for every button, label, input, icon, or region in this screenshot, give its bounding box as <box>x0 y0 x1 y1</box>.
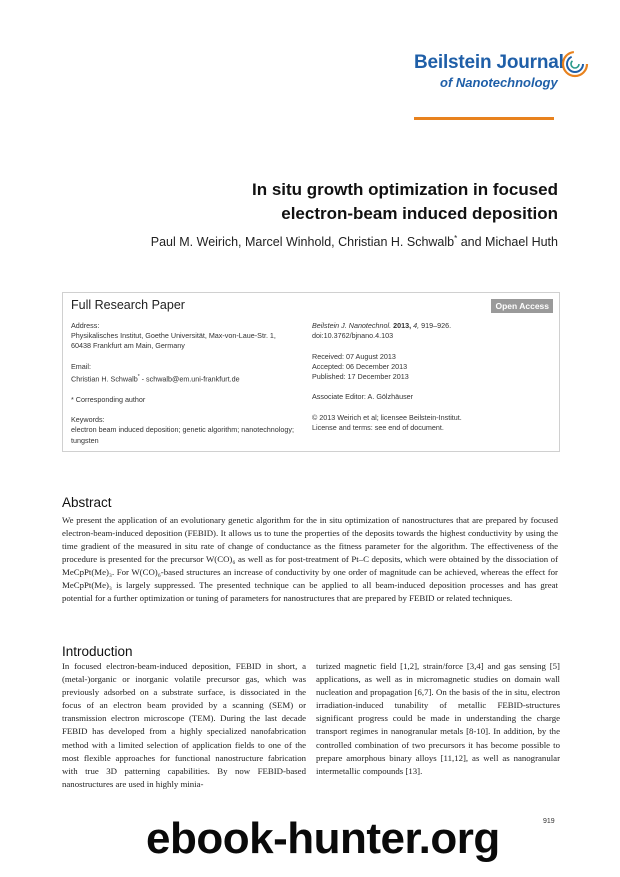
editor-line: Associate Editor: A. Gölzhäuser <box>312 392 414 402</box>
author-list <box>151 234 558 249</box>
email-line <box>71 372 311 385</box>
accepted-date: Accepted: 06 December 2013 <box>312 361 408 371</box>
article-title <box>252 178 558 226</box>
journal-swirl-icon <box>561 50 589 78</box>
email-mark: * <box>137 374 140 380</box>
paper-type: Full Research Paper <box>71 298 185 312</box>
citation-line <box>312 321 552 331</box>
watermark <box>0 810 620 877</box>
introduction-heading: Introduction <box>62 644 133 659</box>
address-line: 60438 Frankfurt am Main, Germany <box>71 341 185 351</box>
abstract-text: We present the application of an evolutionary genetic algorithm for the in situ optimization of nanostructures that are prepared by focused electron-beam-induced deposition (FEBID). It allows us to tune the properties of the deposits towards the highest conductivity by using the time gradient of the measured in situ rate of change of conductance as the fitness parameter for the algorithm. The effectiveness of the procedure is presented for the precursor W(CO)₆ as well as for post-treatment of Pt–C deposits, which were obtained by the dissociation of MeCpPt(Me)₃. For W(CO)₆-based structures an increase of conductivity by one order of magnitude can be achieved, whereas the effect for MeCpPt(Me)₃ is largely suppressed. The presented technique can be applied to all beam-induced deposition processes and has great potential for a further optimization or tuning of parameters for nanostructures that are prepared by FEBID or related techniques. <box>62 515 558 603</box>
journal-logo <box>414 52 594 122</box>
info-right-column <box>312 321 552 443</box>
article-info-box <box>62 292 560 452</box>
citation-journal: Beilstein J. Nanotechnol. <box>312 321 392 330</box>
citation-pages: 919–926. <box>419 321 452 330</box>
info-left-column <box>71 321 311 456</box>
email-label: Email: <box>71 361 91 371</box>
page-number: 919 <box>543 818 555 825</box>
journal-name-line2: of Nanotechnology <box>440 75 558 90</box>
email-address[interactable]: - schwalb@em.uni-frankfurt.de <box>139 374 240 384</box>
keywords-line: electron beam induced deposition; genetic algorithm; nanotechnology; <box>71 425 294 435</box>
introduction-column-left: In focused electron-beam-induced deposition, FEBID in short, a (metal-)organic or inorganic volatile precursor gas, which was previously adsorbed on a substrate surface, is dissociated in the focus of an electron beam provided by a scanning (SEM) or transmission electron microscope (TEM). During the last decade FEBID has developed from a highly specialized nanofabrication method with a limited selection of application fields to one of the most flexible approaches for functional nanostructure fabrication with true 3D patterning capabilities. By now FEBID-based nanostructures are used in highly minia- <box>62 661 306 789</box>
doi-link[interactable]: doi:10.3762/bjnano.4.103 <box>312 331 394 341</box>
corresponding-note: * Corresponding author <box>71 394 146 404</box>
open-access-badge: Open Access <box>491 299 553 313</box>
email-block <box>71 362 311 385</box>
address-label: Address: <box>71 321 100 330</box>
citation-block <box>312 321 552 341</box>
dates-block <box>312 352 552 383</box>
address-block <box>71 321 311 352</box>
corresponding-mark: * <box>454 234 458 243</box>
license-line: License and terms: see end of document. <box>312 422 444 432</box>
published-date: Published: 17 December 2013 <box>312 372 409 381</box>
keywords-label: Keywords: <box>71 415 105 425</box>
authors-text: Paul M. Weirich, Marcel Winhold, Christian H. Schwalb <box>150 235 455 250</box>
title-line-1: In situ growth optimization in focused <box>252 180 558 199</box>
email-name: Christian H. Schwalb <box>71 374 138 384</box>
introduction-column-right: turized magnetic field [1,2], strain/force [3,4] and gas sensing [5] applications, as well as in micromagnetic studies on domain wall nucleation and propagation [6,7]. On the basis of the in situ, electron irradiation-induced tunability of metallic FEBID-structures significant progress could be made in understanding the charge transport regimes in nanogranular metals [8-10]. In addition, by the controlled combination of two precursors it has become possible to prepare amorphous binary alloys [11,12], as well as nanogranular intermetallic compounds [13]. <box>316 661 560 776</box>
copyright-line: © 2013 Weirich et al; licensee Beilstein-Institut. <box>312 412 462 422</box>
license-block <box>312 413 552 433</box>
address-line: Physikalisches Institut, Goethe Universität, Max-von-Laue-Str. 1, <box>71 331 276 341</box>
abstract-heading: Abstract <box>62 495 112 510</box>
journal-name-line1: Beilstein Journal <box>414 52 564 73</box>
watermark-text: ebook-hunter.org <box>146 814 500 863</box>
citation-volume: 4, <box>413 321 420 330</box>
keywords-line: tungsten <box>71 435 99 445</box>
authors-text-end: and Michael Huth <box>457 235 558 250</box>
received-date: Received: 07 August 2013 <box>312 351 396 361</box>
title-line-2: electron-beam induced deposition <box>281 204 558 223</box>
citation-year: 2013, <box>393 321 412 330</box>
journal-rule <box>414 117 554 120</box>
keywords-block <box>71 415 311 446</box>
